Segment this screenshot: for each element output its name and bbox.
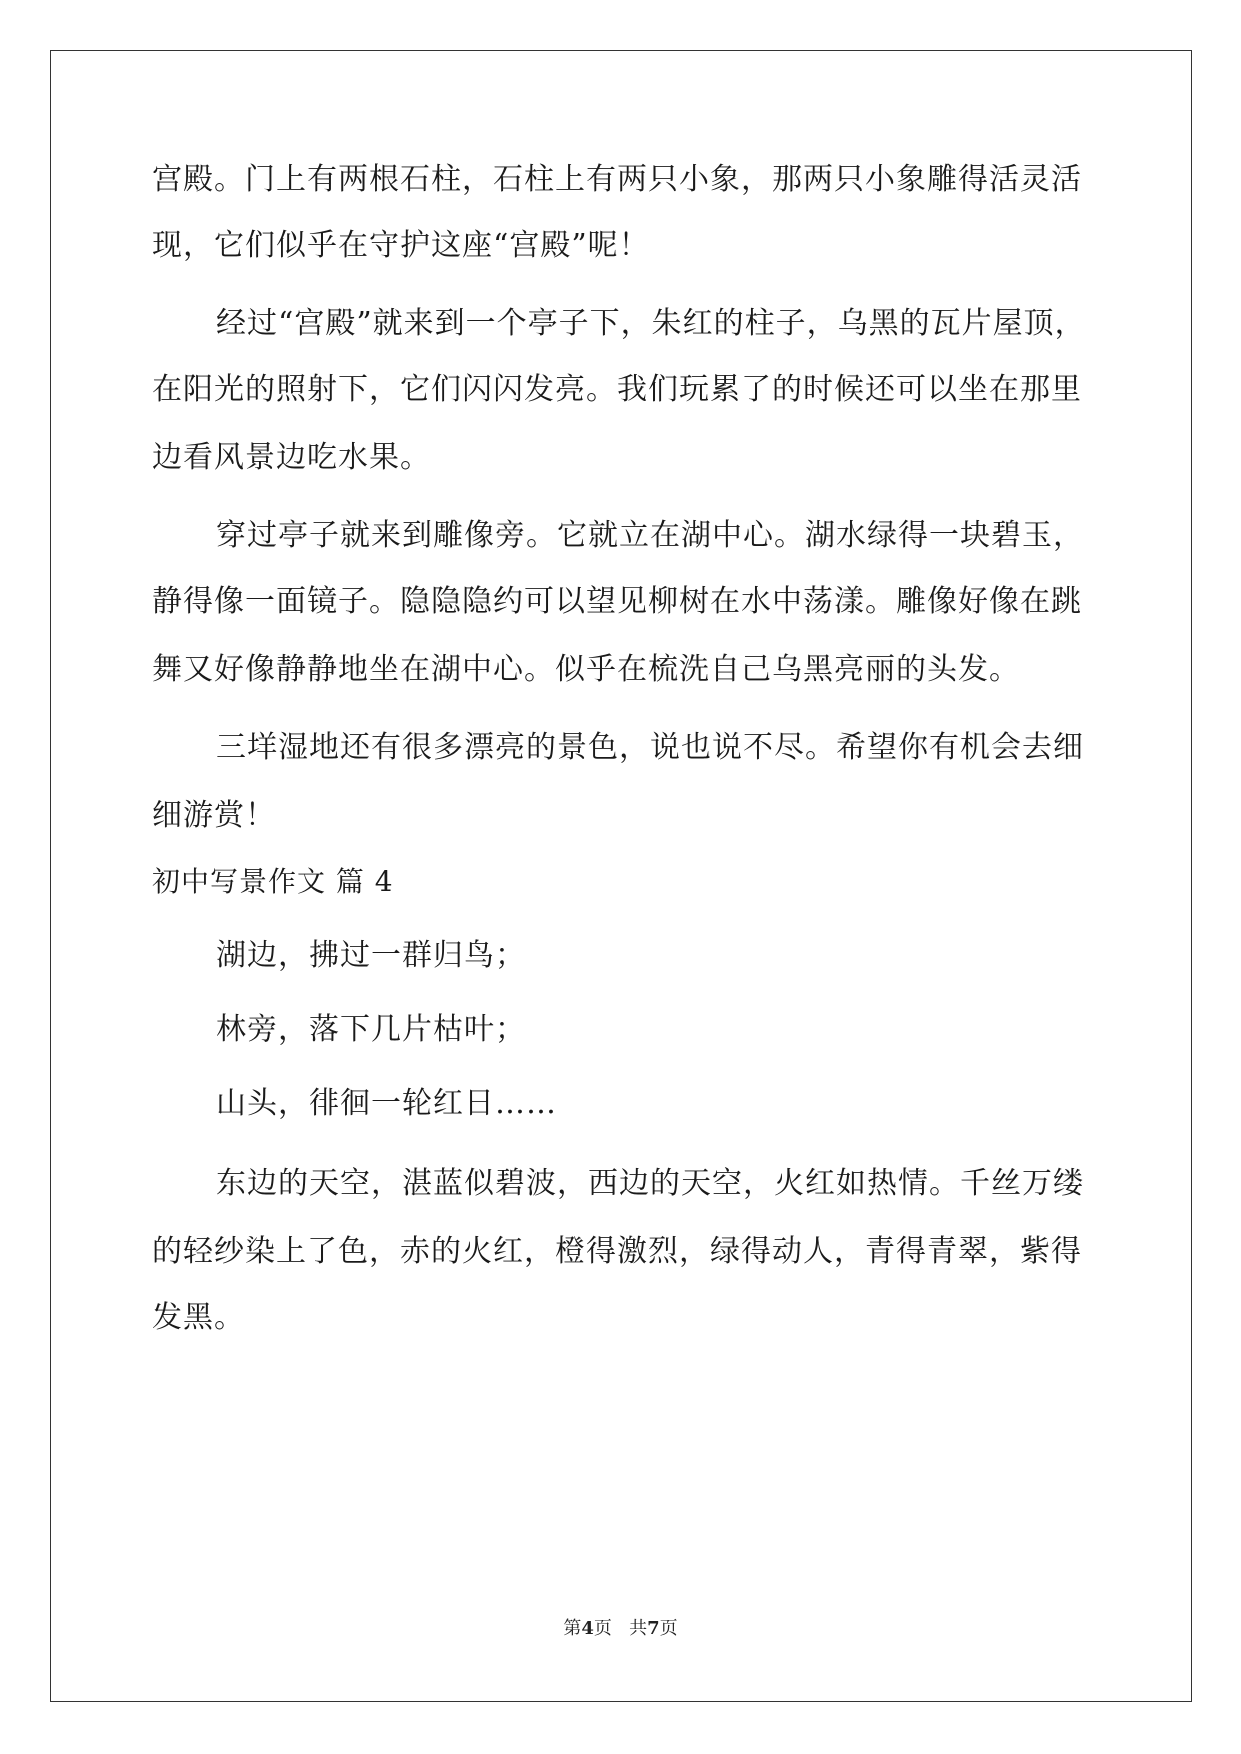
text-line: 舞又好像静静地坐在湖中心。似乎在梳洗自己乌黑亮丽的头发。	[152, 652, 1020, 687]
section-heading: 初中写景作文 篇 4	[152, 865, 394, 898]
paragraph-start: 东边的天空，湛蓝似碧波，西边的天空，火红如热情。千丝万缕	[216, 1166, 1084, 1201]
paragraph-start: 林旁，落下几片枯叶；	[216, 1012, 526, 1047]
footer-mid: 页 共	[593, 1618, 648, 1639]
text-line: 静得像一面镜子。隐隐隐约可以望见柳树在水中荡漾。雕像好像在跳	[152, 584, 1082, 619]
text-line: 现，它们似乎在守护这座“宫殿”呢！	[152, 228, 650, 263]
text-line: 的轻纱染上了色，赤的火红，橙得激烈，绿得动人，青得青翠，紫得	[152, 1234, 1082, 1269]
page-footer	[0, 1614, 1241, 1640]
paragraph-start: 湖边，拂过一群归鸟；	[216, 938, 526, 973]
paragraph-start: 经过“宫殿”就来到一个亭子下，朱红的柱子，乌黑的瓦片屋顶，	[216, 306, 1086, 341]
text-line: 宫殿。门上有两根石柱，石柱上有两只小象，那两只小象雕得活灵活	[152, 162, 1082, 197]
paragraph-start: 山头，徘徊一轮红日……	[216, 1086, 557, 1121]
text-line: 边看风景边吃水果。	[152, 440, 431, 475]
footer-suffix: 页	[659, 1618, 678, 1639]
footer-current-page: 4	[581, 1618, 594, 1639]
paragraph-start: 三垟湿地还有很多漂亮的景色，说也说不尽。希望你有机会去细	[216, 730, 1084, 765]
footer-prefix: 第	[563, 1618, 582, 1639]
footer-total-pages: 7	[647, 1618, 660, 1639]
text-line: 细游赏！	[152, 798, 276, 833]
text-line: 在阳光的照射下，它们闪闪发亮。我们玩累了的时候还可以坐在那里	[152, 372, 1082, 407]
paragraph-start: 穿过亭子就来到雕像旁。它就立在湖中心。湖水绿得一块碧玉，	[216, 518, 1084, 553]
text-line: 发黑。	[152, 1300, 245, 1335]
